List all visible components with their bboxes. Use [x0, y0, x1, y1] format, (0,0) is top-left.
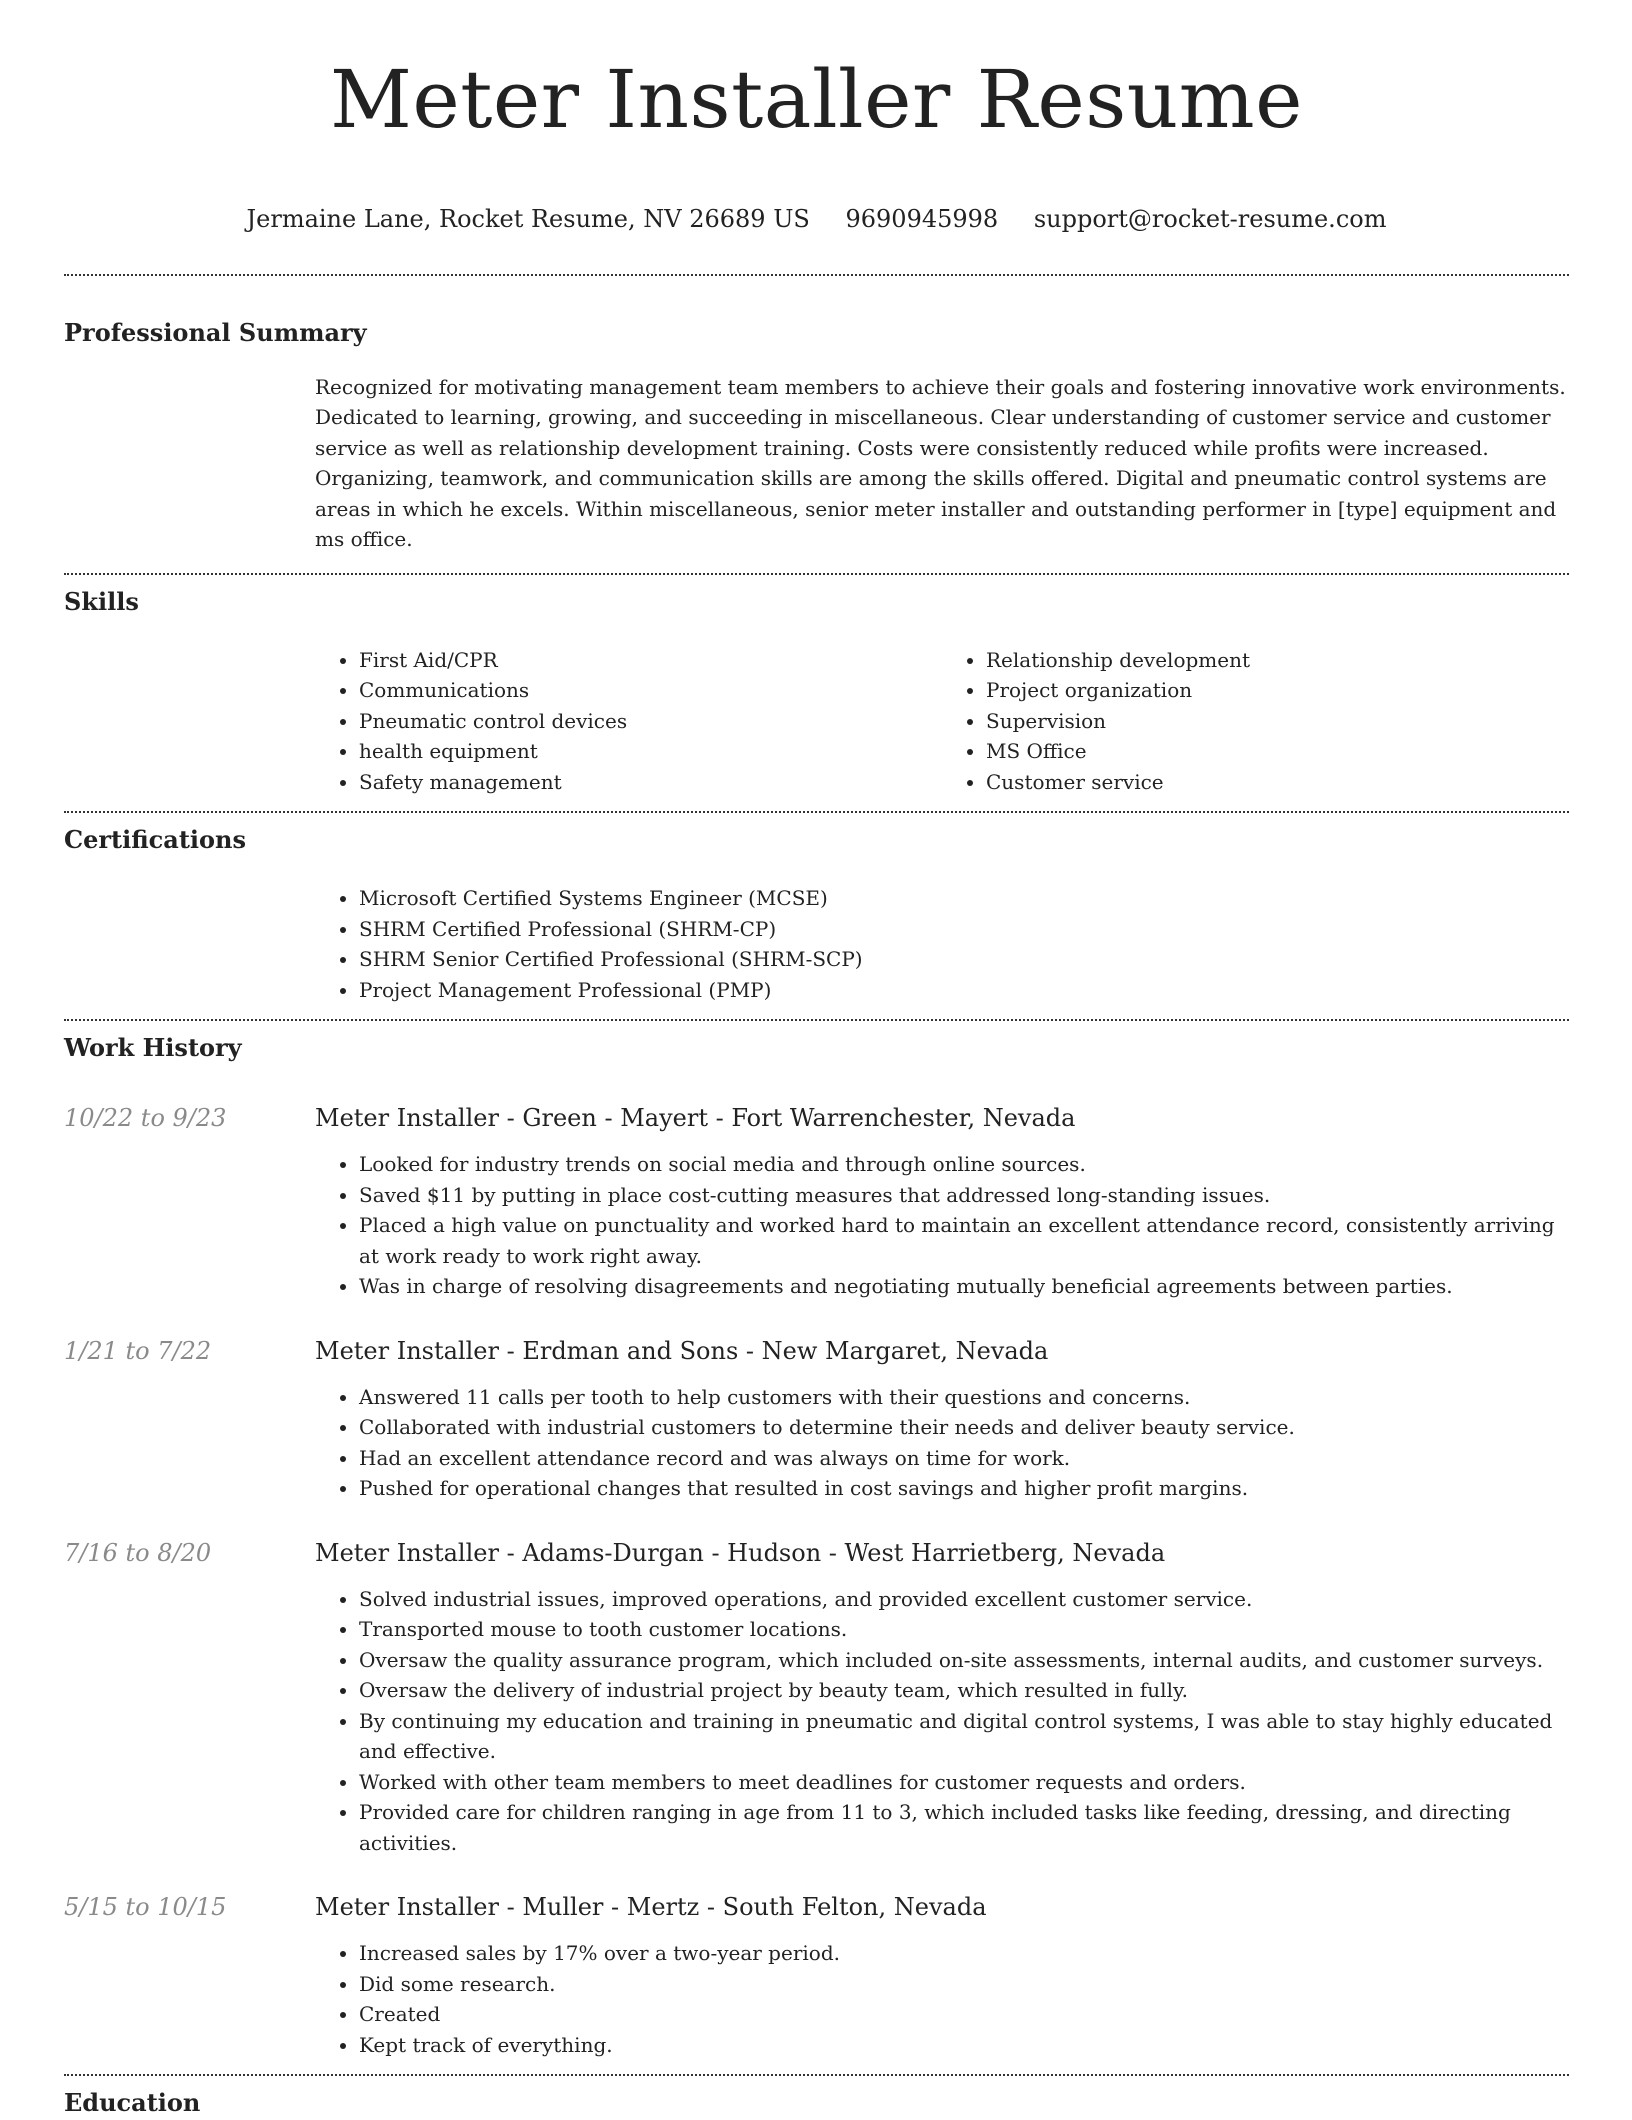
list-item: • Pneumatic control devices	[359, 706, 942, 737]
list-item: • MS Office	[986, 736, 1569, 767]
job-entry	[64, 1890, 1569, 2060]
job-entry	[64, 1334, 1569, 1504]
list-item: • Was in charge of resolving disagreements and negotiating mutually beneficial agreements between parties.	[359, 1271, 1569, 1302]
list-item: • Increased sales by 17% over a two-year period.	[359, 1938, 1569, 1969]
list-item: • First Aid/CPR	[359, 645, 942, 676]
summary-text: Recognized for motivating management team members to achieve their goals and fostering innovative work environments. Dedicated to learning, growing, and succeeding in miscellaneous. Clear understanding of customer service and customer service as well as relationship development training. Costs were consistently reduced while profits were increased. Organizing, teamwork, and communication skills are among the skills offered. Digital and pneumatic control systems are areas in which he excels. Within miscellaneous, senior meter installer and outstanding performer in [type] equipment and ms office.	[315, 374, 1566, 552]
list-item: • SHRM Certified Professional (SHRM-CP)	[359, 914, 1569, 945]
job-bullets	[315, 1382, 1569, 1504]
job-bullets	[315, 1584, 1569, 1859]
resume-title: Meter Installer Resume	[330, 53, 1303, 146]
job-entry	[64, 1536, 1569, 1859]
skills-list-left	[315, 645, 942, 798]
list-item: • SHRM Senior Certified Professional (SHRM-SCP)	[359, 944, 1569, 975]
list-item: • Created	[359, 1999, 1569, 2030]
list-item: • health equipment	[359, 736, 942, 767]
summary-section	[64, 276, 1569, 555]
list-item: • Relationship development	[986, 645, 1569, 676]
list-item: • Had an excellent attendance record and was always on time for work.	[359, 1443, 1569, 1474]
list-item: • Transported mouse to tooth customer locations.	[359, 1614, 1569, 1645]
list-item: • Pushed for operational changes that resulted in cost savings and higher profit margins.	[359, 1473, 1569, 1504]
job-entry	[64, 1101, 1569, 1302]
certifications-heading: Certifications	[64, 825, 247, 855]
list-item: • Solved industrial issues, improved operations, and provided excellent customer service.	[359, 1584, 1569, 1615]
list-item: • Answered 11 calls per tooth to help customers with their questions and concerns.	[359, 1382, 1569, 1413]
skills-heading: Skills	[64, 586, 139, 616]
list-item: • Safety management	[359, 767, 942, 798]
summary-heading: Professional Summary	[64, 317, 367, 347]
list-item: • Communications	[359, 675, 942, 706]
list-item: • Saved $11 by putting in place cost-cutting measures that addressed long-standing issues.	[359, 1180, 1569, 1211]
work-heading: Work History	[64, 1033, 242, 1063]
list-item: • Provided care for children ranging in age from 11 to 3, which included tasks like feeding, dressing, and directing activities.	[359, 1797, 1569, 1858]
list-item: • Microsoft Certified Systems Engineer (MCSE)	[359, 883, 1569, 914]
list-item: • Worked with other team members to meet deadlines for customer requests and orders.	[359, 1767, 1569, 1798]
contact-phone: 9690945998	[845, 204, 999, 233]
job-bullets	[315, 1149, 1569, 1302]
certifications-section	[64, 813, 1569, 1005]
list-item: • Did some research.	[359, 1969, 1569, 2000]
certifications-list	[315, 883, 1569, 1005]
education-section	[64, 2076, 1569, 2120]
job-dates: 1/21 to 7/22	[64, 1336, 212, 1365]
resume-page	[64, 0, 1569, 2120]
list-item: • Oversaw the delivery of industrial project by beauty team, which resulted in fully.	[359, 1675, 1569, 1706]
skills-list-right	[942, 645, 1569, 798]
job-title: Meter Installer - Green - Mayert - Fort Warrenchester, Nevada	[315, 1104, 1076, 1133]
list-item: • Customer service	[986, 767, 1569, 798]
list-item: • Project Management Professional (PMP)	[359, 975, 1569, 1006]
list-item: • Kept track of everything.	[359, 2030, 1569, 2061]
list-item: • Placed a high value on punctuality and worked hard to maintain an excellent attendance record, consistently arriving at work ready to work right away.	[359, 1210, 1569, 1271]
list-item: • By continuing my education and training in pneumatic and digital control systems, I was able to stay highly educated and effective.	[359, 1706, 1569, 1767]
list-item: • Supervision	[986, 706, 1569, 737]
contact-line	[64, 202, 1569, 236]
list-item: • Looked for industry trends on social media and through online sources.	[359, 1149, 1569, 1180]
skills-section	[64, 575, 1569, 798]
contact-email: support@rocket-resume.com	[1033, 204, 1387, 233]
job-dates: 10/22 to 9/23	[64, 1104, 227, 1133]
list-item: • Project organization	[986, 675, 1569, 706]
list-item: • Collaborated with industrial customers to determine their needs and deliver beauty service.	[359, 1412, 1569, 1443]
job-title: Meter Installer - Erdman and Sons - New Margaret, Nevada	[315, 1336, 1049, 1365]
contact-address: Jermaine Lane, Rocket Resume, NV 26689 US	[246, 204, 810, 233]
work-section	[64, 1021, 1569, 2060]
job-title: Meter Installer - Adams-Durgan - Hudson - West Harrietberg, Nevada	[315, 1538, 1166, 1567]
education-heading: Education	[64, 2088, 201, 2118]
job-bullets	[315, 1938, 1569, 2060]
job-title: Meter Installer - Muller - Mertz - South Felton, Nevada	[315, 1893, 987, 1922]
job-dates: 5/15 to 10/15	[64, 1893, 227, 1922]
list-item: • Oversaw the quality assurance program, which included on-site assessments, internal audits, and customer surveys.	[359, 1645, 1569, 1676]
job-dates: 7/16 to 8/20	[64, 1538, 212, 1567]
